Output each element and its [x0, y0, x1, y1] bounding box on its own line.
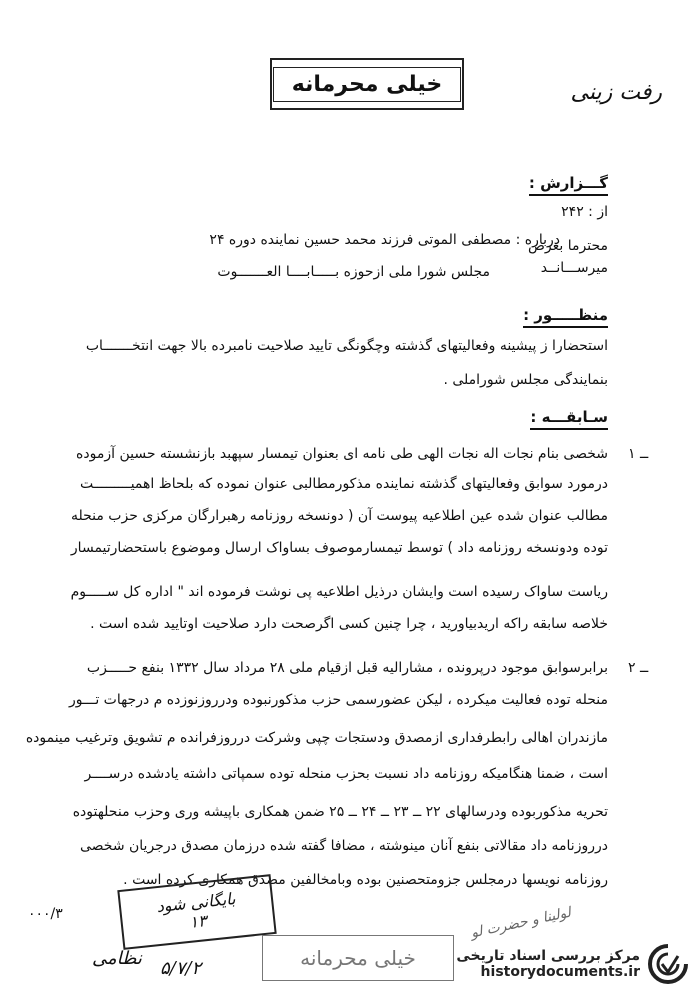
item-2-line: منحله توده فعالیت میکرده ، لیکن عضورسمی حزب مذکورنبوده ودرروزنوزده م درجهات تـــور	[69, 692, 608, 708]
item-1-line: خلاصه سابقه راکه اریدبیاورید ، چرا چنین کسی اگرصحت دارد صلاحیت اوتایید شده است .	[90, 616, 608, 632]
watermark-url: historydocuments.ir	[480, 964, 640, 981]
handwritten-scribble: لولینا و حضرت لو	[469, 904, 573, 942]
item-2-line: روزنامه نویسها درمجلس جزومتحصنین بوده وبامخالفین مصدق همکاری کرده است .	[123, 872, 608, 888]
classification-text: خیلی محرمانه	[273, 67, 461, 102]
item-1-line: ریاست ساواک رسیده است وایشان درذیل اطلاعیه پی نوشت فرموده اند " اداره کل ســـــوم	[70, 584, 608, 600]
item-2-line: درروزنامه داد مقالاتی بنفع آنان مینوشته ، مضافا گفته شده درزمان مصدق درجریان شخصی	[79, 838, 608, 854]
watermark	[456, 948, 640, 980]
item-1-line: درمورد سوابق وفعالیتهای گذشته نماینده مذکورمطالبی عنوان نموده که بلحاظ اهمیـــــــــت	[80, 476, 608, 492]
item-1-line: شخصی بنام نجات اله نجات الهی طی نامه ای بعنوان تیمسار سپهبد بازنشسته حسین آزموده	[76, 446, 608, 462]
item-2-line: تحریه مذکوربوده ودرسالهای ۲۲ ــ ۲۳ ــ ۲۴ ــ ۲۵ ضمن همکاری باپیشه وری وحزب منحلهتوده	[72, 804, 608, 820]
report-number: از : ۲۴۲	[561, 204, 608, 220]
archive-stamp-text: بایگانی شود	[155, 888, 237, 916]
item-1-line: مطالب عنوان شده عین اطلاعیه پیوست آن ( دونسخه روزنامه رهبرارگان مرکزی حزب منحله	[70, 508, 608, 524]
item-1-number: ۱ ــ	[628, 446, 649, 462]
classification-stamp-top	[270, 58, 464, 110]
purpose-line-1: استحضارا ز پیشینه وفعالیتهای گذشته وچگونگی تایید صلاحیت نامبرده بالا جهت انتخـــــــاب	[85, 338, 608, 354]
respect-line-2: میرســـانــد	[540, 260, 608, 276]
item-2-number: ۲ ــ	[628, 660, 649, 676]
subject-line-1: درباره : مصطفی الموتی فرزند محمد حسین نماینده دوره ۲۴	[209, 232, 560, 248]
item-1-line: توده ودونسخه روزنامه داد ) توسط تیمسارموصوف بساواک ارسال وموضوع باستحضارتیمسار	[70, 540, 608, 556]
item-2-line: مازندران اهالی رابطرفداری ازمصدق ودستجات چپی وشرکت درروزفرانده م تشویق وترغیب مینموده	[25, 730, 608, 746]
report-title: گـــزارش :	[529, 174, 608, 196]
item-2-line: است ، ضمنا هنگامیکه روزنامه داد نسبت بحزب منحله توده سمپاتی داشته یادشده درســــر	[84, 766, 608, 782]
archive-logo-icon	[648, 944, 688, 984]
purpose-heading: منظـــــور :	[523, 306, 608, 328]
subject-line-2: مجلس شورا ملی ازحوزه بـــــابــــا العـــــــوت	[217, 264, 490, 280]
background-heading: سـابقـــه :	[530, 408, 608, 430]
classification-stamp-bottom: خیلی محرمانه	[262, 935, 454, 981]
item-2-line: برابرسوابق موجود درپرونده ، مشارالیه قبل ازقیام ملی ۲۸ مرداد سال ۱۳۳۲ بنفع حـــــزب	[86, 660, 608, 676]
signature: نظامی	[92, 948, 142, 969]
respect-line-1: محترما بعرض	[527, 238, 608, 254]
document-number: ۰۰۰/۳	[28, 906, 63, 922]
purpose-line-2: بنمایندگی مجلس شوراملی .	[443, 372, 608, 388]
signature-date: ۵/۷/۲	[160, 958, 202, 979]
archive-stamp-number: ۱۳	[188, 911, 208, 932]
watermark-title: مرکز بررسی اسناد تاریخی	[456, 948, 640, 964]
handwritten-note: رفت زینی	[570, 80, 662, 105]
